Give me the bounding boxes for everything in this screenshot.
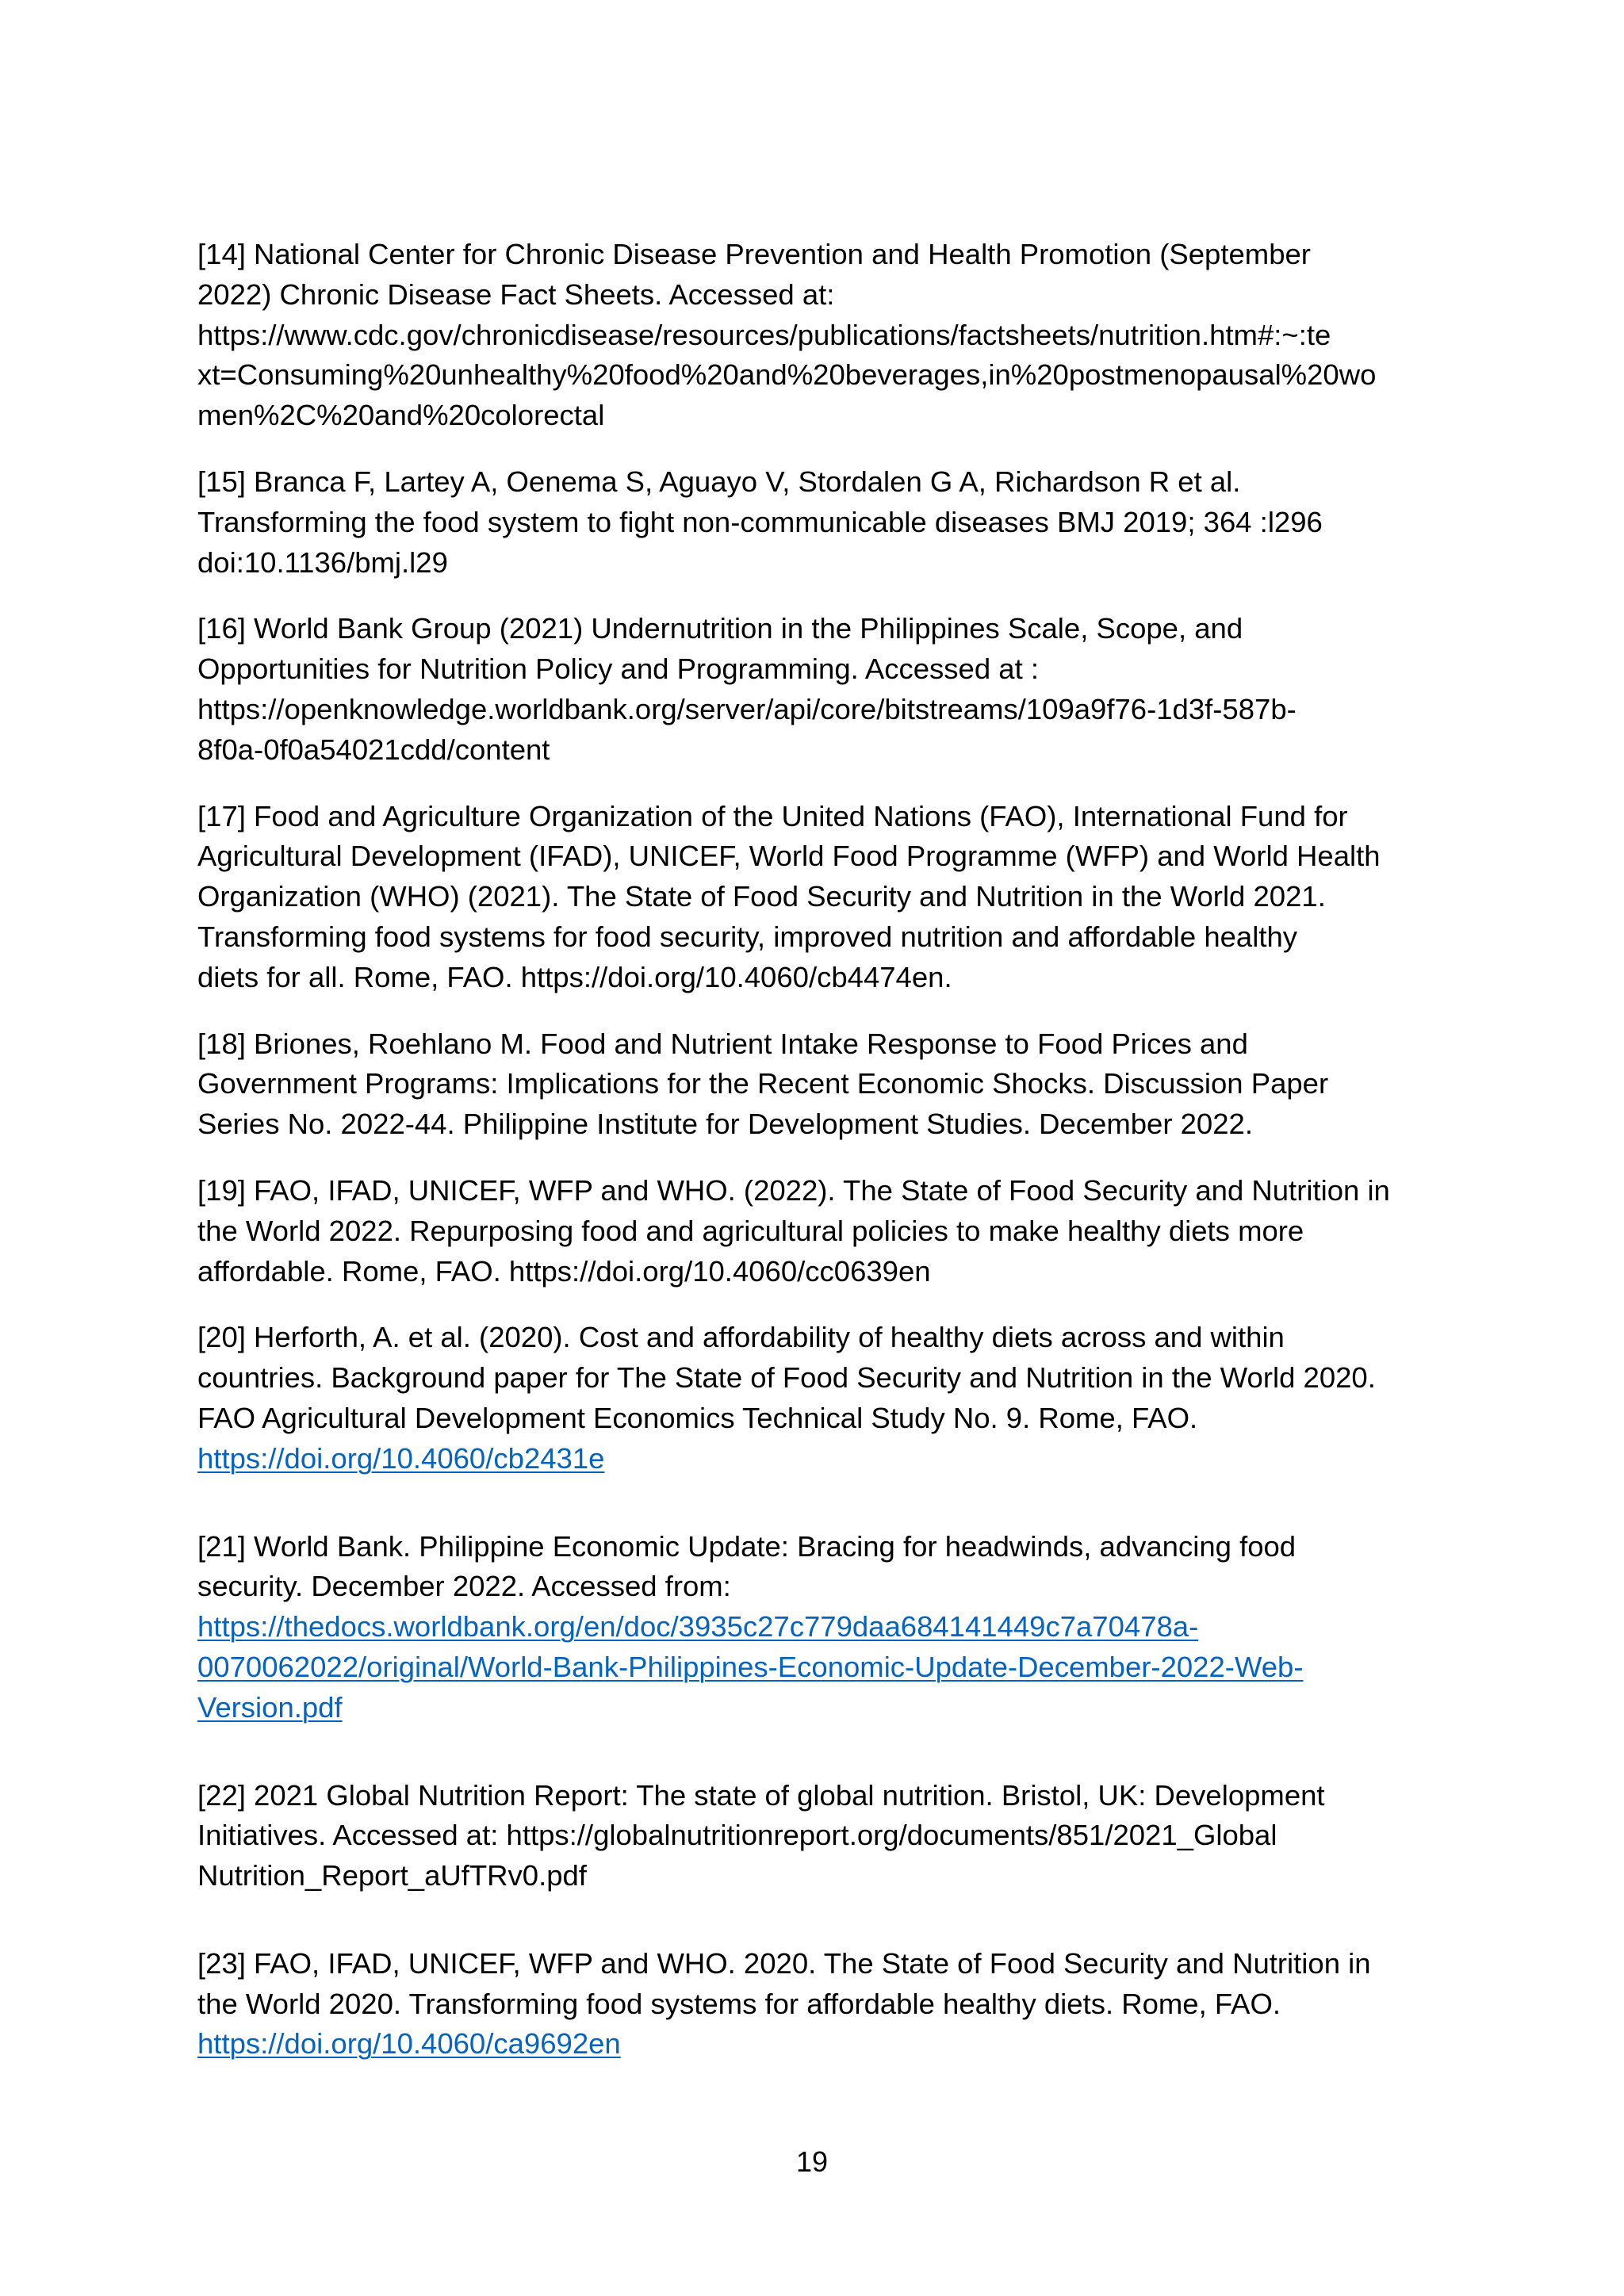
reference-line: [19] FAO, IFAD, UNICEF, WFP and WHO. (2022). The State of Food Security and Nutrition in — [197, 1173, 1390, 1207]
reference-line: Nutrition_Report_aUfTRv0.pdf — [197, 1859, 587, 1892]
reference-line: [21] World Bank. Philippine Economic Update: Bracing for headwinds, advancing food — [197, 1529, 1297, 1563]
reference-line: [15] Branca F, Lartey A, Oenema S, Aguayo V, Stordalen G A, Richardson R et al. — [197, 465, 1241, 498]
reference-line: https://openknowledge.worldbank.org/server/api/core/bitstreams/109a9f76-1d3f-587b- — [197, 692, 1297, 725]
reference-line: countries. Background paper for The State of Food Security and Nutrition in the World 2020. — [197, 1361, 1376, 1395]
reference-line: the World 2020. Transforming food systems for affordable healthy diets. Rome, FAO. — [197, 1987, 1281, 2020]
reference-17 — [197, 797, 1450, 998]
reference-line: Agricultural Development (IFAD), UNICEF, World Food Programme (WFP) and World Health — [197, 840, 1381, 873]
page-number: 19 — [795, 2145, 829, 2178]
reference-line: security. December 2022. Accessed from: — [197, 1570, 731, 1603]
reference-line: Opportunities for Nutrition Policy and Programming. Accessed at : — [197, 652, 1040, 686]
url-link-ref-21[interactable]: https://thedocs.worldbank.org/en/doc/3935c27c779daa684141449c7a70478a- — [197, 1610, 1199, 1644]
reference-line: [20] Herforth, A. et al. (2020). Cost and affordability of healthy diets across and within — [197, 1321, 1285, 1354]
reference-line: [14] National Center for Chronic Disease Prevention and Health Promotion (September — [197, 238, 1311, 270]
reference-line: Government Programs: Implications for the Recent Economic Shocks. Discussion Paper — [197, 1067, 1329, 1100]
reference-line: Transforming food systems for food security, improved nutrition and affordable healthy — [197, 920, 1298, 953]
reference-line: affordable. Rome, FAO. https://doi.org/10.4060/cc0639en — [197, 1254, 931, 1288]
url-link-ref-21[interactable]: 0070062022/original/World-Bank-Philippines-Economic-Update-December-2022-Web- — [197, 1650, 1304, 1683]
reference-line: doi:10.1136/bmj.l29 — [197, 545, 448, 579]
reference-line: diets for all. Rome, FAO. https://doi.org/10.4060/cb4474en. — [197, 960, 952, 993]
reference-list — [197, 235, 1450, 2064]
reference-20 — [197, 1318, 1450, 1479]
reference-15 — [197, 462, 1450, 583]
reference-16 — [197, 609, 1450, 770]
reference-line: https://www.cdc.gov/chronicdisease/resources/publications/factsheets/nutrition.htm#:~:te — [197, 318, 1331, 351]
url-link-ref-21[interactable]: Version.pdf — [197, 1690, 343, 1724]
reference-14 — [197, 235, 1450, 436]
reference-22 — [197, 1776, 1450, 1896]
reference-line: Organization (WHO) (2021). The State of Food Security and Nutrition in the World 2021. — [197, 880, 1326, 913]
reference-line: men%2C%20and%20colorectal — [197, 399, 605, 432]
reference-line: Transforming the food system to fight non-communicable diseases BMJ 2019; 364 :l296 — [197, 505, 1323, 538]
reference-line: the World 2022. Repurposing food and agricultural policies to make healthy diets more — [197, 1214, 1304, 1247]
reference-line: [18] Briones, Roehlano M. Food and Nutrient Intake Response to Food Prices and — [197, 1027, 1248, 1060]
reference-line: 8f0a-0f0a54021cdd/content — [197, 733, 550, 766]
reference-line: [17] Food and Agriculture Organization of the United Nations (FAO), International Fund for — [197, 799, 1348, 832]
reference-19 — [197, 1171, 1450, 1292]
doi-link-ref-23[interactable]: https://doi.org/10.4060/ca9692en — [197, 2027, 621, 2061]
reference-line: [16] World Bank Group (2021) Undernutrition in the Philippines Scale, Scope, and — [197, 612, 1243, 645]
reference-line: [22] 2021 Global Nutrition Report: The state of global nutrition. Bristol, UK: Development — [197, 1778, 1325, 1812]
reference-line: Initiatives. Accessed at: https://globalnutritionreport.org/documents/851/2021_Global — [197, 1819, 1277, 1852]
reference-line: xt=Consuming%20unhealthy%20food%20and%20beverages,in%20postmenopausal%20wo — [197, 358, 1377, 392]
reference-23 — [197, 1944, 1450, 2064]
reference-line: [23] FAO, IFAD, UNICEF, WFP and WHO. 2020. The State of Food Security and Nutrition in — [197, 1946, 1371, 1980]
doi-link-ref-20[interactable]: https://doi.org/10.4060/cb2431e — [197, 1441, 605, 1475]
reference-line: FAO Agricultural Development Economics Technical Study No. 9. Rome, FAO. — [197, 1401, 1198, 1434]
reference-line: 2022) Chronic Disease Fact Sheets. Accessed at: — [197, 277, 835, 311]
reference-21 — [197, 1527, 1450, 1728]
reference-18 — [197, 1024, 1450, 1145]
reference-line: Series No. 2022-44. Philippine Institute for Development Studies. December 2022. — [197, 1108, 1253, 1141]
